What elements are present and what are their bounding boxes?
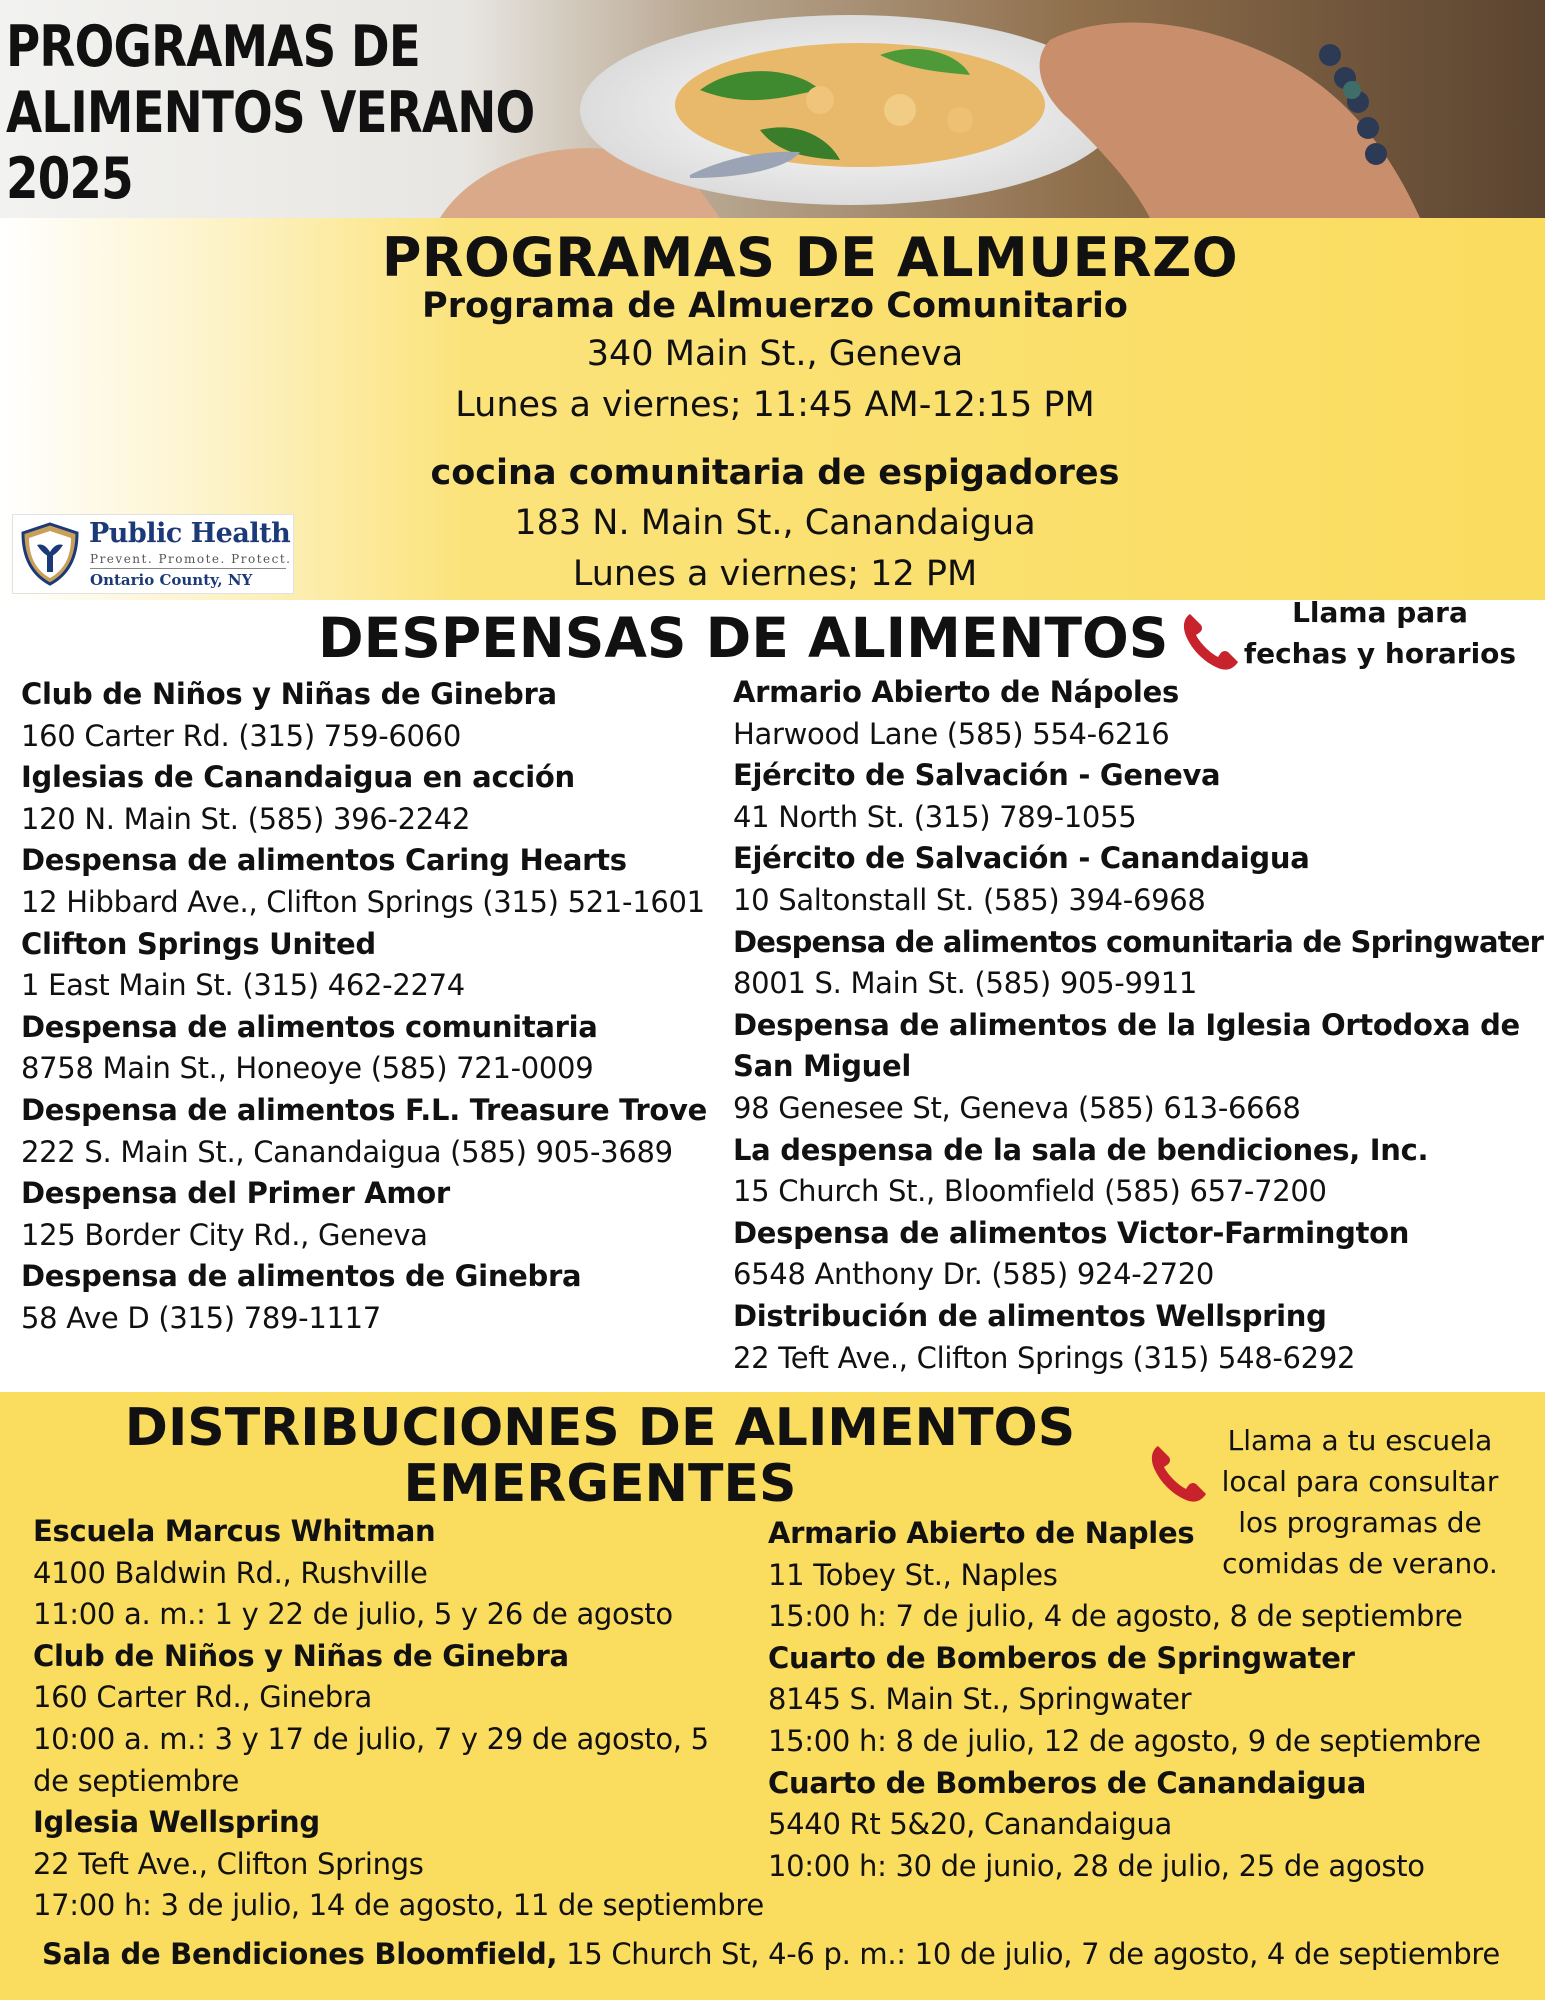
site-name: Escuela Marcus Whitman bbox=[33, 1514, 436, 1548]
site-name: Armario Abierto de Naples bbox=[768, 1516, 1195, 1550]
hero-banner bbox=[0, 0, 1545, 218]
pantry-name: Club de Niños y Niñas de Ginebra bbox=[21, 677, 557, 711]
pantry-address: 12 Hibbard Ave., Clifton Springs (315) 521-1601 bbox=[21, 884, 705, 919]
pantry-name: Despensa de alimentos Caring Hearts bbox=[21, 843, 627, 878]
shield-icon bbox=[17, 521, 83, 587]
program-address: 183 N. Main St., Canandaigua bbox=[514, 503, 1036, 543]
list-item bbox=[733, 1296, 1543, 1379]
program-name: Programa de Almuerzo Comunitario bbox=[422, 286, 1128, 326]
list-item bbox=[733, 1005, 1543, 1130]
pantry-address: 120 N. Main St. (585) 396-2242 bbox=[21, 801, 471, 836]
program-name: cocina comunitaria de espigadores bbox=[430, 453, 1120, 493]
list-item bbox=[733, 922, 1543, 1005]
list-item bbox=[21, 1007, 707, 1090]
pantries-call-note bbox=[1240, 592, 1520, 674]
call-note-line: fechas y horarios bbox=[1243, 637, 1517, 670]
list-item bbox=[21, 924, 707, 1007]
list-item bbox=[768, 1638, 1481, 1763]
program-address: 340 Main St., Geneva bbox=[586, 334, 964, 374]
hero-title: PROGRAMAS DE ALIMENTOS VERANO 2025 bbox=[6, 14, 535, 212]
program-address-1 bbox=[375, 334, 1175, 374]
site-schedule: 15:00 h: 7 de julio, 4 de agosto, 8 de septiembre bbox=[768, 1599, 1463, 1634]
logo-county: Ontario County, NY bbox=[90, 571, 253, 589]
logo-divider bbox=[90, 568, 286, 569]
list-item bbox=[21, 1256, 707, 1339]
program-schedule-1 bbox=[375, 385, 1175, 425]
pantry-address: 160 Carter Rd. (315) 759-6060 bbox=[21, 718, 461, 753]
list-item bbox=[733, 838, 1543, 921]
pantries-left-list bbox=[21, 674, 707, 1340]
food-pantries-section bbox=[0, 596, 1545, 1392]
call-note-line: comidas de verano. bbox=[1222, 1547, 1498, 1580]
pantry-address: 8001 S. Main St. (585) 905-9911 bbox=[733, 966, 1198, 1001]
pantry-address: Harwood Lane (585) 554-6216 bbox=[733, 716, 1170, 751]
pantry-address: 222 S. Main St., Canandaigua (585) 905-3689 bbox=[21, 1134, 673, 1169]
call-note-line: Llama para bbox=[1292, 596, 1468, 629]
lunch-program-1 bbox=[375, 286, 1175, 326]
program-schedule: Lunes a viernes; 11:45 AM-12:15 PM bbox=[455, 385, 1095, 425]
pantry-name: Iglesias de Canandaigua en acción bbox=[21, 760, 575, 795]
list-item bbox=[733, 672, 1543, 755]
pantry-address: 6548 Anthony Dr. (585) 924-2720 bbox=[733, 1257, 1215, 1292]
emergency-title-line: DISTRIBUCIONES DE ALIMENTOS bbox=[124, 1398, 1076, 1458]
site-name: Club de Niños y Niñas de Ginebra bbox=[33, 1638, 569, 1673]
public-health-logo bbox=[12, 514, 294, 594]
emergency-right-list bbox=[768, 1513, 1481, 1887]
pantry-name-cont: San Miguel bbox=[733, 1049, 912, 1084]
site-address: 22 Teft Ave., Clifton Springs bbox=[33, 1846, 424, 1881]
list-item bbox=[733, 1130, 1543, 1213]
site-address: 8145 S. Main St., Springwater bbox=[768, 1682, 1192, 1717]
program-schedule: Lunes a viernes; 12 PM bbox=[572, 554, 978, 594]
list-item bbox=[21, 1090, 707, 1173]
list-item bbox=[21, 1173, 707, 1256]
list-item bbox=[21, 757, 707, 840]
phone-icon bbox=[1180, 610, 1240, 672]
site-name: Cuarto de Bomberos de Canandaigua bbox=[768, 1765, 1367, 1800]
pantry-name: Distribución de alimentos Wellspring bbox=[733, 1298, 1327, 1333]
emergency-title bbox=[0, 1400, 1200, 1512]
phone-icon bbox=[1148, 1442, 1208, 1504]
site-name: Cuarto de Bomberos de Springwater bbox=[768, 1640, 1355, 1675]
pantry-name: Armario Abierto de Nápoles bbox=[733, 675, 1179, 709]
pantry-name: Despensa de alimentos de Ginebra bbox=[21, 1259, 582, 1294]
pantry-address: 98 Genesee St, Geneva (585) 613-6668 bbox=[733, 1090, 1301, 1125]
pantry-address: 41 North St. (315) 789-1055 bbox=[733, 799, 1137, 834]
site-schedule: 17:00 h: 3 de julio, 14 de agosto, 11 de septiembre bbox=[33, 1888, 764, 1923]
call-note-line: los programas de bbox=[1238, 1506, 1482, 1539]
pantry-address: 125 Border City Rd., Geneva bbox=[21, 1217, 428, 1252]
list-item bbox=[21, 840, 707, 923]
site-name: Iglesia Wellspring bbox=[33, 1805, 320, 1840]
emergency-distributions-section bbox=[0, 1392, 1545, 2000]
emergency-title-line: EMERGENTES bbox=[403, 1454, 797, 1514]
site-schedule: 10:00 h: 30 de junio, 28 de julio, 25 de agosto bbox=[768, 1848, 1425, 1883]
lunch-title: PROGRAMAS DE ALMUERZO bbox=[381, 226, 1239, 289]
pantry-name: Despensa de alimentos Victor-Farmington bbox=[733, 1215, 1410, 1250]
site-schedule: 15:00 h: 8 de julio, 12 de agosto, 9 de septiembre bbox=[768, 1723, 1481, 1758]
pantry-address: 1 East Main St. (315) 462-2274 bbox=[21, 968, 465, 1003]
list-item bbox=[33, 1511, 753, 1636]
pantry-name: Despensa de alimentos F.L. Treasure Trove bbox=[21, 1092, 708, 1127]
list-item bbox=[733, 1213, 1543, 1296]
pantry-name: Despensa de alimentos de la Iglesia Ortodoxa de bbox=[733, 1007, 1520, 1042]
site-schedule: 11:00 a. m.: 1 y 22 de julio, 5 y 26 de agosto bbox=[33, 1597, 673, 1632]
pantry-name: Clifton Springs United bbox=[21, 926, 376, 961]
pantry-address: 8758 Main St., Honeoye (585) 721-0009 bbox=[21, 1051, 594, 1086]
pantry-name: Ejército de Salvación - Canandaigua bbox=[733, 841, 1310, 876]
pantry-address: 58 Ave D (315) 789-1117 bbox=[21, 1300, 381, 1335]
logo-tagline: Prevent. Promote. Protect. bbox=[90, 552, 292, 566]
emergency-left-list bbox=[33, 1511, 764, 1927]
pantry-address: 10 Saltonstall St. (585) 394-6968 bbox=[733, 882, 1206, 917]
call-note-line: local para consultar bbox=[1221, 1465, 1499, 1498]
list-item bbox=[21, 674, 707, 757]
logo-name: Public Health bbox=[89, 518, 291, 549]
call-note-line: Llama a tu escuela bbox=[1227, 1424, 1493, 1457]
lunch-program-2 bbox=[375, 453, 1175, 493]
site-address: 4100 Baldwin Rd., Rushville bbox=[33, 1555, 428, 1590]
site-name: Sala de Bendiciones Bloomfield, bbox=[42, 1937, 558, 1971]
site-address: 160 Carter Rd., Ginebra bbox=[33, 1680, 373, 1715]
site-schedule: 10:00 a. m.: 3 y 17 de julio, 7 y 29 de agosto, 5 de septiembre bbox=[33, 1721, 709, 1798]
pantry-name: Despensa de alimentos comunitaria de Springwater bbox=[733, 924, 1544, 959]
site-address: 11 Tobey St., Naples bbox=[768, 1557, 1058, 1592]
list-item bbox=[33, 1636, 753, 1802]
list-item bbox=[733, 755, 1543, 838]
site-address: 5440 Rt 5&20, Canandaigua bbox=[768, 1807, 1173, 1842]
pantry-name: Despensa de alimentos comunitaria bbox=[21, 1009, 598, 1044]
list-item bbox=[768, 1763, 1481, 1888]
pantry-name: Despensa del Primer Amor bbox=[21, 1176, 450, 1211]
site-details: 15 Church St, 4-6 p. m.: 10 de julio, 7 de agosto, 4 de septiembre bbox=[557, 1937, 1500, 1971]
pantry-name: Ejército de Salvación - Geneva bbox=[733, 758, 1221, 793]
pantry-name: La despensa de la sala de bendiciones, Inc. bbox=[733, 1132, 1429, 1167]
list-item bbox=[768, 1513, 1481, 1638]
bottom-distribution-line bbox=[42, 1937, 1500, 1971]
program-address-2 bbox=[375, 503, 1175, 543]
list-item bbox=[33, 1802, 764, 1927]
pantries-title: DESPENSAS DE ALIMENTOS bbox=[318, 606, 1169, 670]
pantry-address: 15 Church St., Bloomfield (585) 657-7200 bbox=[733, 1174, 1327, 1209]
pantry-address: 22 Teft Ave., Clifton Springs (315) 548-6292 bbox=[733, 1340, 1356, 1375]
program-schedule-2 bbox=[375, 554, 1175, 594]
pantries-right-list bbox=[733, 672, 1543, 1379]
